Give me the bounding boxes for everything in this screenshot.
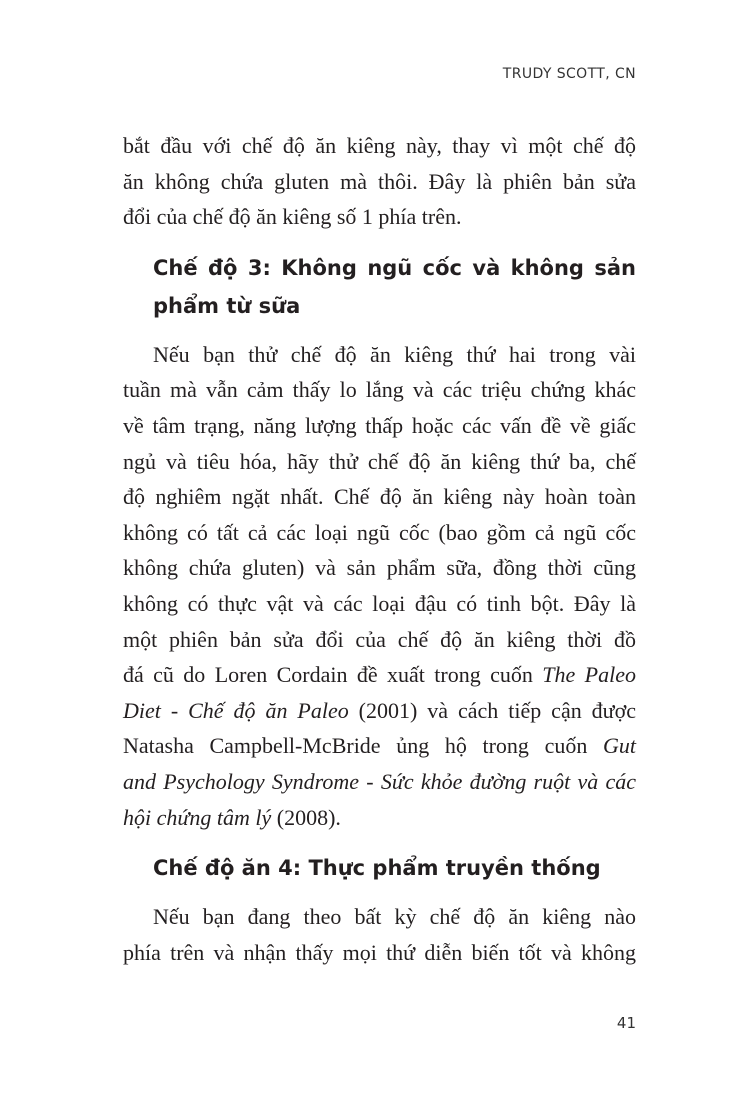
book-title-italic: The Paleo bbox=[542, 662, 637, 688]
text-run: đá cũ do Loren Cordain đề xuất trong cuốn bbox=[123, 662, 543, 688]
section-heading-diet-3 bbox=[123, 249, 636, 325]
paragraph-continued bbox=[123, 128, 636, 235]
text-line: tuần mà vẫn cảm thấy lo lắng và các triệu chứng khác bbox=[123, 377, 636, 403]
running-head: TRUDY SCOTT, CN bbox=[502, 66, 636, 82]
text-line: ngủ và tiêu hóa, hãy thử chế độ ăn kiêng thứ ba, chế bbox=[123, 448, 636, 474]
text-line: độ nghiêm ngặt nhất. Chế độ ăn kiêng này hoàn toàn bbox=[123, 484, 636, 510]
section-heading-diet-4 bbox=[123, 849, 636, 887]
text-line: không có tất cả các loại ngũ cốc (bao gồm cả ngũ cốc bbox=[123, 519, 636, 545]
paragraph-diet-3 bbox=[123, 337, 636, 835]
text-line: Nếu bạn thử chế độ ăn kiêng thứ hai trong vài bbox=[153, 341, 636, 367]
text-line: một phiên bản sửa đổi của chế độ ăn kiêng thời đồ bbox=[123, 626, 636, 652]
page-body bbox=[123, 128, 636, 970]
heading-line: Chế độ ăn 4: Thực phẩm truyền thống bbox=[153, 856, 601, 881]
text-line bbox=[123, 657, 636, 693]
text-line: ăn không chứa gluten mà thôi. Đây là phiên bản sửa bbox=[123, 168, 636, 194]
text-line bbox=[123, 800, 636, 836]
paragraph-diet-4 bbox=[123, 899, 636, 970]
text-run: (2001) và cách tiếp cận được bbox=[348, 697, 636, 723]
text-line bbox=[123, 728, 636, 764]
heading-line: phẩm từ sữa bbox=[153, 293, 301, 318]
book-title-italic: Diet - Chế độ ăn Paleo bbox=[123, 697, 349, 723]
text-line: không có thực vật và các loại đậu có tinh bột. Đây là bbox=[123, 590, 636, 616]
book-title-italic: and Psychology Syndrome - Sức khỏe đường ruột và các bbox=[123, 768, 636, 794]
text-line: về tâm trạng, năng lượng thấp hoặc các vấn đề về giấc bbox=[123, 412, 636, 438]
text-line: Nếu bạn đang theo bất kỳ chế độ ăn kiêng nào bbox=[153, 904, 636, 930]
heading-line: Chế độ 3: Không ngũ cốc và không sản bbox=[153, 255, 636, 280]
text-line: phía trên và nhận thấy mọi thứ diễn biến tốt và không bbox=[123, 939, 636, 965]
text-run: (2008). bbox=[271, 804, 341, 830]
text-line: không chứa gluten) và sản phẩm sữa, đồng thời cũng bbox=[123, 555, 636, 581]
text-line: bắt đầu với chế độ ăn kiêng này, thay vì một chế độ bbox=[123, 133, 636, 158]
text-line bbox=[123, 764, 636, 800]
page-number: 41 bbox=[616, 1014, 636, 1032]
book-title-italic: hội chứng tâm lý bbox=[123, 804, 272, 830]
book-title-italic: Gut bbox=[603, 733, 636, 759]
text-run: Natasha Campbell-McBride ủng hộ trong cuốn bbox=[123, 733, 603, 759]
text-line bbox=[123, 693, 636, 729]
text-line: đổi của chế độ ăn kiêng số 1 phía trên. bbox=[123, 204, 462, 230]
